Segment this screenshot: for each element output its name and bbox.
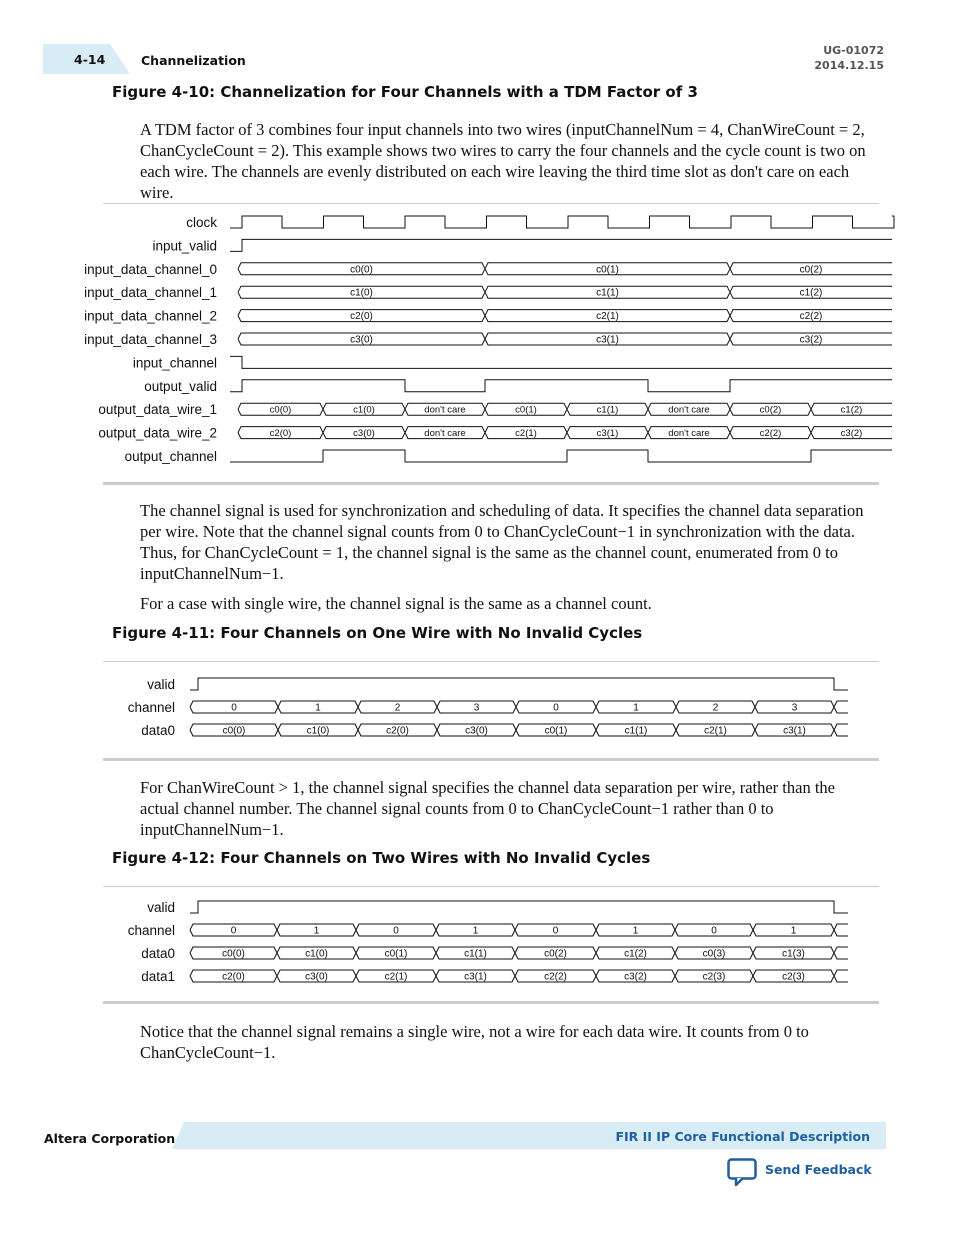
fig10-label-clock: clock: [186, 215, 217, 230]
fig11-data0-bus-seg-8-bottom: [834, 730, 848, 736]
fig12-data1-bus-value-3: c3(1): [464, 971, 487, 983]
figure-11-bottom-rule: [103, 758, 879, 761]
header-tab-notch: [110, 44, 130, 74]
fig10-label-output_data_wire_2: output_data_wire_2: [98, 425, 217, 441]
page-number: 4-14: [74, 52, 106, 67]
fig10-input-data-channel-3-value-2: c3(2): [799, 334, 823, 346]
fig11-channel-bus-value-3: 3: [473, 702, 480, 714]
fig10-output-wire-2-value-7: c3(2): [840, 428, 863, 440]
fig12-data1-bus-value-0: c2(0): [222, 971, 245, 983]
fig11-channel-bus-value-6: 2: [712, 702, 719, 714]
fig12-data1-bus-value-7: c2(3): [782, 971, 805, 983]
fig10-output-wire-1-value-5: don't care: [668, 404, 710, 416]
fig10-output-wire-2-value-6: c2(2): [759, 428, 782, 440]
fig12-channel-bus-value-2: 0: [393, 925, 399, 937]
figure-12-title: Figure 4-12: Four Channels on Two Wires with No Invalid Cycles: [112, 849, 651, 867]
fig12-data1-bus-seg-8-bottom: [834, 976, 848, 982]
fig11-label-data0: data0: [141, 723, 175, 738]
fig10-output-wire-1-value-6: c0(2): [759, 404, 782, 416]
fig10-label-output_data_wire_1: output_data_wire_1: [98, 402, 217, 418]
fig12-channel-bus-value-5: 1: [632, 925, 639, 937]
fig11-channel-bus-value-5: 1: [633, 702, 639, 714]
fig10-output-wire-1-value-1: c1(0): [353, 404, 375, 416]
fig10-label-input_data_channel_1: input_data_channel_1: [84, 285, 217, 301]
fig10-output-wire-2-value-1: c3(0): [353, 428, 375, 440]
fig10-input-data-channel-2-value-2: c2(2): [799, 311, 823, 323]
fig12-channel-bus-value-3: 1: [472, 925, 479, 937]
figure-10-title: Figure 4-10: Channelization for Four Channels with a TDM Factor of 3: [112, 83, 698, 101]
fig10-input-data-channel-3-value-0: c3(0): [350, 334, 373, 346]
fig11-data0-bus-value-5: c1(1): [624, 725, 648, 737]
fig10-input-data-channel-1-value-0: c1(0): [350, 287, 373, 299]
doc-id: UG-01072: [823, 44, 884, 57]
send-feedback-link[interactable]: [727, 1158, 872, 1188]
fig12-data1-bus-value-2: c2(1): [384, 971, 408, 983]
fig12-data1-bus-value-6: c2(3): [702, 971, 726, 983]
paragraph-single-wire: For a case with single wire, the channel signal is the same as a channel count.: [140, 594, 652, 613]
fig12-data1-bus-value-5: c3(2): [624, 971, 647, 983]
fig12-channel-bus-value-0: 0: [230, 925, 237, 937]
figure-12-timing-diagram: [0, 892, 954, 1002]
feedback-icon: [727, 1158, 759, 1186]
doc-date: 2014.12.15: [814, 59, 884, 72]
figure-12-top-rule: [103, 886, 879, 887]
fig10-input-data-channel-1-value-1: c1(1): [596, 287, 619, 299]
fig10-label-output_valid: output_valid: [144, 378, 217, 394]
fig12-data1-bus-value-4: c2(2): [544, 971, 567, 983]
send-feedback-label: Send Feedback: [765, 1162, 872, 1177]
fig12-channel-bus-seg-8-bottom: [834, 930, 848, 936]
footer-company: Altera Corporation: [44, 1131, 176, 1146]
footer-doc-title-link[interactable]: FIR II IP Core Functional Description: [615, 1129, 870, 1144]
paragraph-multi-wire: For ChanWireCount > 1, the channel signal specifies the channel data separation per wire, rather than the actual channel number. The channel signal counts from 0 to ChanCycleCount−1 rather than 0 to inputChannelNum−1.: [140, 778, 835, 839]
fig10-input-data-channel-0-value-2: c0(2): [799, 264, 823, 276]
fig12-data1-bus-seg-8-top: [834, 970, 848, 976]
fig10-output-wire-2-value-5: don't care: [668, 428, 710, 440]
paragraph-channel-signal: The channel signal is used for synchronization and scheduling of data. It specifies the channel data separation per wire. Note that the channel signal counts from 0 to ChanCycleCount−1 in synchronization with the data. Thus, for ChanCycleCount = 1, the channel signal is the same as the channel count, enumerated from 0 to inputChannelNum−1.: [140, 501, 864, 583]
fig12-data0-bus-value-2: c0(1): [384, 948, 408, 960]
fig10-label-input_data_channel_0: input_data_channel_0: [84, 261, 217, 277]
figure-10-timing-diagram: [0, 205, 954, 485]
fig10-output-wire-2-value-4: c3(1): [596, 428, 619, 440]
fig12-channel-bus-value-1: 1: [313, 925, 320, 937]
fig12-label-channel: channel: [127, 923, 175, 938]
fig12-channel-bus-value-4: 0: [552, 925, 559, 937]
fig11-data0-bus-value-7: c3(1): [783, 725, 806, 737]
fig11-channel-bus-value-4: 0: [553, 702, 559, 714]
fig11-channel-bus-value-1: 1: [315, 702, 321, 714]
fig10-output-wire-1-value-0: c0(0): [269, 404, 292, 416]
fig12-data0-bus-seg-8-top: [834, 947, 848, 953]
fig10-input-valid-wave: [230, 239, 892, 251]
fig10-output-valid-wave: [230, 380, 892, 392]
fig11-data0-bus-value-3: c3(0): [465, 725, 488, 737]
fig12-channel-bus-seg-8-top: [834, 924, 848, 930]
figure-11-top-rule: [103, 661, 879, 662]
figure-10-top-rule: [103, 203, 879, 204]
fig12-label-data0: data0: [141, 946, 175, 961]
fig12-data0-bus-value-0: c0(0): [222, 948, 245, 960]
figure-11-title: Figure 4-11: Four Channels on One Wire with No Invalid Cycles: [112, 624, 643, 642]
fig11-data0-bus-value-4: c0(1): [544, 725, 568, 737]
fig10-output-wire-1-value-7: c1(2): [840, 404, 863, 416]
fig10-output-channel-wave: [230, 450, 892, 462]
fig12-channel-bus-value-6: 0: [711, 925, 717, 937]
fig12-data0-bus-value-3: c1(1): [464, 948, 487, 960]
fig12-label-valid: valid: [147, 900, 175, 915]
fig10-output-wire-1-value-4: c1(1): [596, 404, 619, 416]
fig11-channel-bus-value-2: 2: [394, 702, 401, 714]
fig10-output-wire-1-value-3: c0(1): [515, 404, 537, 416]
fig12-data1-bus-value-1: c3(0): [305, 971, 328, 983]
fig10-input-data-channel-1-value-2: c1(2): [799, 287, 823, 299]
fig11-data0-bus-value-2: c2(0): [386, 725, 409, 737]
doc-info: [814, 43, 884, 73]
fig11-label-valid: valid: [147, 677, 175, 692]
fig11-valid-wave: [190, 678, 848, 690]
fig11-data0-bus-value-0: c0(0): [222, 725, 246, 737]
fig10-label-input_channel: input_channel: [132, 355, 217, 371]
fig10-output-wire-1-value-2: don't care: [424, 404, 466, 416]
fig12-data0-bus-value-6: c0(3): [702, 948, 726, 960]
fig10-input-data-channel-0-value-1: c0(1): [596, 264, 619, 276]
paragraph-notice: Notice that the channel signal remains a single wire, not a wire for each data wire. It counts from 0 to ChanCycleCount−1.: [140, 1022, 809, 1062]
fig11-data0-bus-seg-8-top: [834, 724, 848, 730]
fig12-data0-bus-value-4: c0(2): [544, 948, 567, 960]
fig10-input-data-channel-0-value-0: c0(0): [350, 264, 373, 276]
fig10-input-data-channel-2-value-1: c2(1): [596, 311, 619, 323]
fig11-channel-bus-value-7: 3: [791, 702, 798, 714]
fig10-clock-wave: [230, 216, 894, 228]
fig10-label-input_valid: input_valid: [152, 238, 217, 254]
fig12-data0-bus-seg-8-bottom: [834, 953, 848, 959]
fig10-label-input_data_channel_2: input_data_channel_2: [84, 308, 217, 324]
fig10-input-data-channel-3-value-1: c3(1): [596, 334, 619, 346]
figure-10-intro: A TDM factor of 3 combines four input channels into two wires (inputChannelNum = 4, ChanWireCount = 2, ChanCycleCount = 2). This example shows two wires to carry the four channels and the cycle count is two on each wire. The channels are evenly distributed on each wire leaving the third time slot as don't care on each wire.: [140, 120, 866, 202]
fig10-label-output_channel: output_channel: [124, 449, 217, 464]
fig10-label-input_data_channel_3: input_data_channel_3: [84, 332, 217, 347]
fig10-input-channel-wave: [230, 356, 892, 368]
fig12-valid-wave: [190, 901, 848, 913]
figure-12-bottom-rule: [103, 1001, 879, 1004]
figure-10-bottom-rule: [103, 482, 879, 485]
section-title: Channelization: [141, 53, 246, 68]
fig12-label-data1: data1: [141, 969, 175, 984]
fig10-output-wire-2-value-0: c2(0): [269, 428, 292, 440]
figure-11-timing-diagram: [0, 668, 954, 758]
fig12-channel-bus-value-7: 1: [790, 925, 797, 937]
fig12-data0-bus-value-5: c1(2): [624, 948, 647, 960]
fig11-channel-bus-seg-8-bottom: [834, 707, 848, 713]
fig12-data0-bus-value-1: c1(0): [305, 948, 328, 960]
fig12-data0-bus-value-7: c1(3): [782, 948, 805, 960]
fig10-output-wire-2-value-3: c2(1): [515, 428, 537, 440]
fig11-data0-bus-value-1: c1(0): [306, 725, 330, 737]
fig11-channel-bus-value-0: 0: [231, 702, 237, 714]
fig10-input-data-channel-2-value-0: c2(0): [350, 311, 373, 323]
fig11-data0-bus-value-6: c2(1): [704, 725, 727, 737]
fig11-channel-bus-seg-8-top: [834, 701, 848, 707]
fig11-label-channel: channel: [127, 700, 175, 715]
fig10-output-wire-2-value-2: don't care: [424, 428, 466, 440]
